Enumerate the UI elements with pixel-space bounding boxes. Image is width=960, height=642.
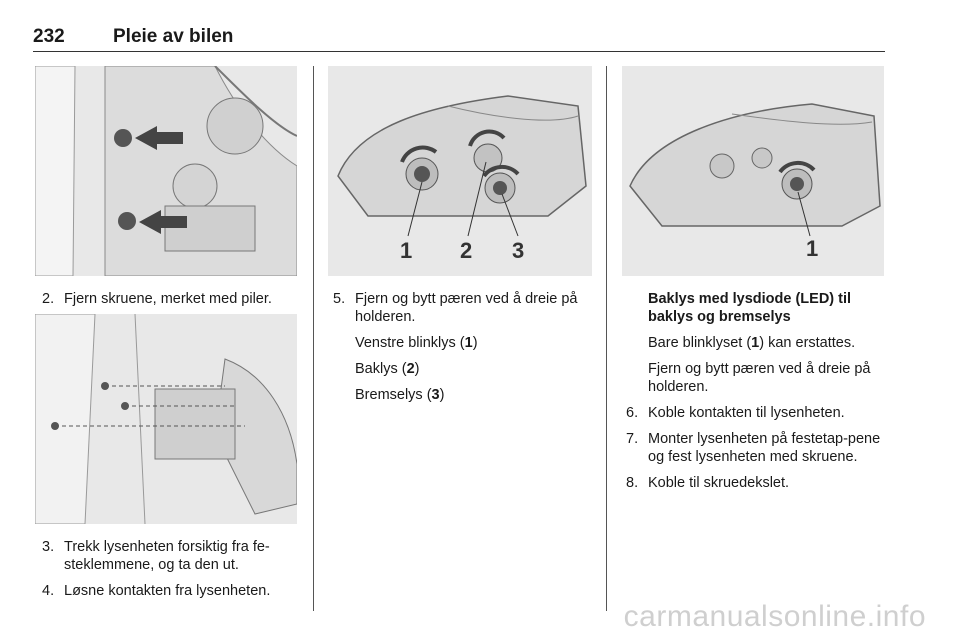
callout-3: 3 [512, 238, 525, 263]
column1-lower-text [42, 538, 307, 608]
led-heading: Baklys med lysdiode (LED) til baklys og bremselys [648, 291, 852, 325]
step-number: 7. [626, 431, 639, 447]
item-tail: ) [439, 387, 445, 403]
step-number: 2. [42, 291, 55, 307]
step-text: Monter lysenheten på festetap-pene og fest lysenheten med skruene. [648, 431, 881, 465]
bulb-item-3 [333, 386, 599, 404]
step-5 [333, 290, 599, 326]
page-header [33, 26, 885, 52]
figure-remove-light-unit [35, 314, 297, 524]
figure-led-light-unit [622, 66, 884, 276]
step-number: 5. [333, 291, 346, 307]
step-number: 3. [42, 539, 55, 555]
callout-1: 1 [400, 238, 413, 263]
note-suffix: ) kan erstattes. [759, 335, 856, 351]
step-text: Koble kontakten til lysenheten. [648, 405, 845, 421]
watermark: carmanualsonline.info [623, 600, 926, 633]
item-label: Venstre blinklys ( [355, 335, 465, 351]
item-label: Baklys ( [355, 361, 407, 377]
step-6 [626, 404, 892, 422]
page-number: 232 [33, 26, 65, 47]
callout-2: 2 [460, 238, 473, 263]
step-4 [42, 582, 307, 600]
step-8 [626, 474, 892, 492]
bulb-item-1 [333, 334, 599, 352]
figure-bulb-holders [328, 66, 592, 276]
page-title: Pleie av bilen [113, 26, 234, 47]
step-7 [626, 430, 892, 466]
column2-text [333, 290, 599, 412]
item-label: Bremselys ( [355, 387, 432, 403]
step-number: 4. [42, 583, 55, 599]
item-tail: ) [472, 335, 478, 351]
step-number: 6. [626, 405, 639, 421]
item-num: 3 [431, 387, 440, 403]
led-note [626, 334, 892, 352]
step-text: Fjern skruene, merket med piler. [64, 291, 272, 307]
column1-upper-text [42, 290, 307, 316]
step-text: Trekk lysenheten forsiktig fra fe-steklemmene, og ta den ut. [64, 539, 270, 573]
column-divider-1 [313, 66, 314, 611]
callout-1: 1 [806, 236, 819, 261]
bulb-item-2 [333, 360, 599, 378]
step-2 [42, 290, 307, 308]
step-text: Løsne kontakten fra lysenheten. [64, 583, 271, 599]
item-num: 2 [406, 361, 415, 377]
item-num: 1 [464, 335, 473, 351]
step-text: Koble til skruedekslet. [648, 475, 790, 491]
figure-screws-arrows [35, 66, 297, 276]
column-divider-2 [606, 66, 607, 611]
note-num: 1 [751, 335, 760, 351]
note-prefix: Bare blinklyset ( [648, 335, 752, 351]
step-3 [42, 538, 307, 574]
step-number: 8. [626, 475, 639, 491]
led-note-2: Fjern og bytt pæren ved å dreie på holderen. [648, 361, 871, 395]
header-rule [33, 51, 885, 52]
step-text: Fjern og bytt pæren ved å dreie på holderen. [355, 291, 578, 325]
column3-text [626, 290, 892, 500]
item-tail: ) [414, 361, 420, 377]
